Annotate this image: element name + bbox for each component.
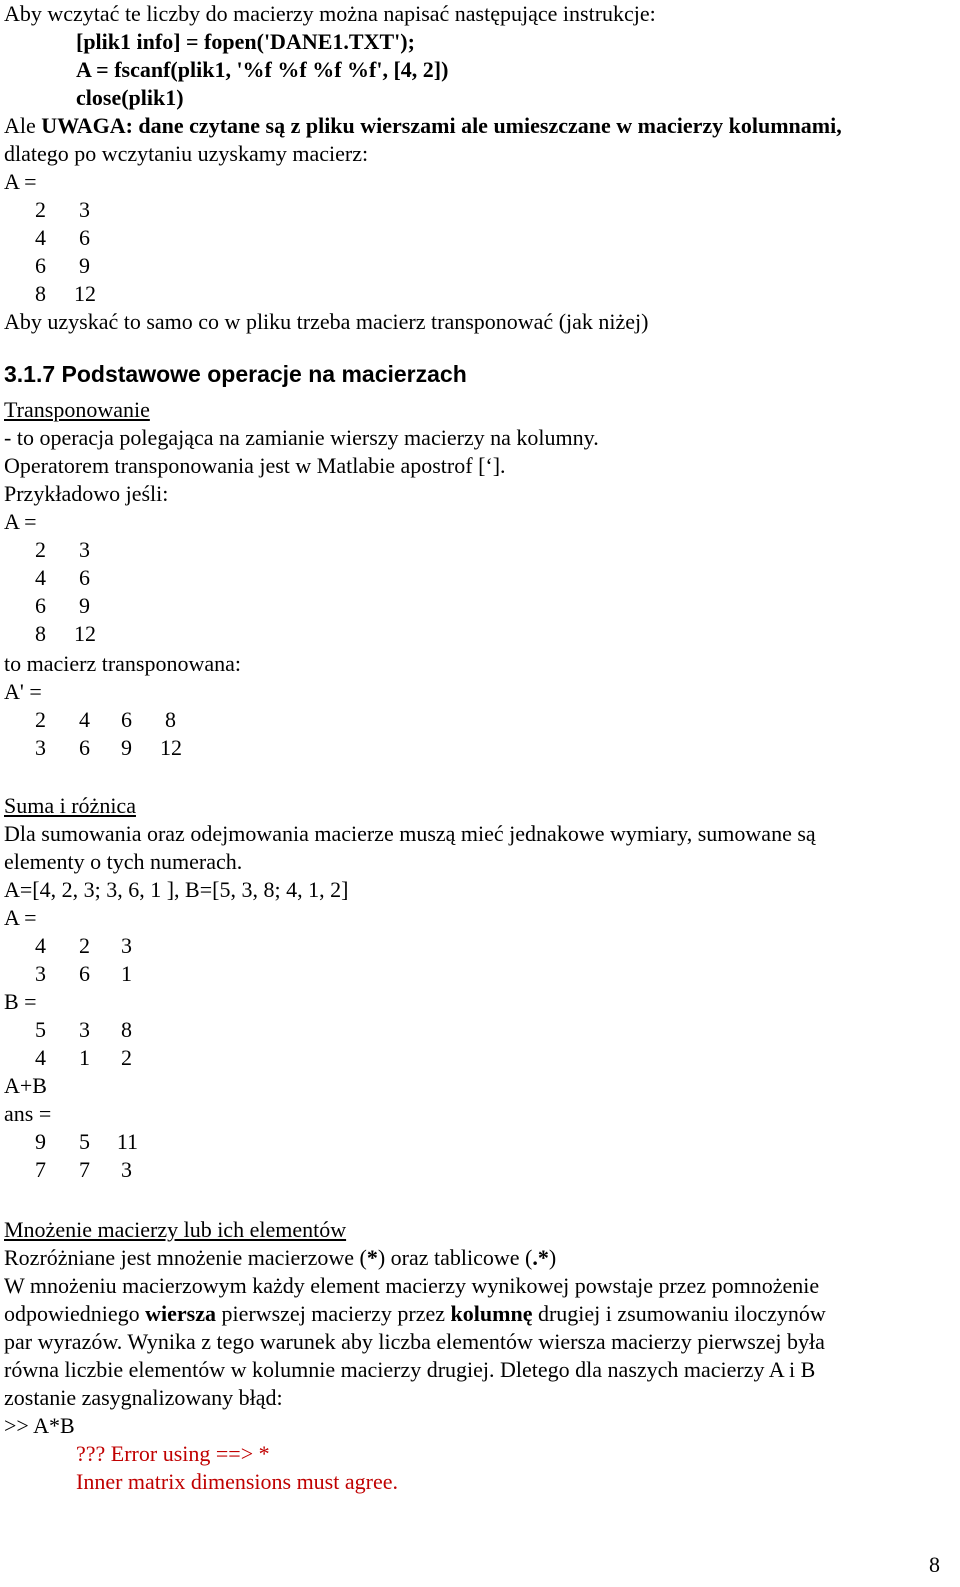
matrix-cell: 2: [121, 1045, 132, 1070]
warning-bold: UWAGA: dane czytane są z pliku wierszami ale umieszczane w macierzy kolumnami,: [41, 113, 842, 138]
text-run-bold: *: [366, 1245, 378, 1270]
matrix-cell: 3: [35, 735, 46, 760]
code-fclose: close(plik1): [76, 85, 184, 110]
sum-desc-2: elementy o tych numerach.: [4, 849, 243, 874]
matrix-cell: 6: [35, 593, 46, 618]
page-number: 8: [929, 1552, 940, 1577]
matrix-cell: 5: [79, 1129, 90, 1154]
text-run: ): [548, 1245, 557, 1270]
multiply-desc-3: par wyrazów. Wynika z tego warunek aby liczba elementów wiersza macierzy pierwszej była: [4, 1329, 825, 1354]
warning-note: [4, 112, 842, 140]
text-run: drugiej i zsumowaniu iloczynów: [532, 1301, 826, 1326]
matrix-cell: 3: [79, 537, 90, 562]
subheading-sum: Suma i różnica: [4, 793, 136, 818]
matrix-cell: 3: [121, 933, 132, 958]
matrix-cell: 7: [79, 1157, 90, 1182]
intro-text: Aby wczytać te liczby do macierzy można napisać następujące instrukcje:: [4, 1, 656, 26]
matrix-label: A' =: [4, 679, 42, 704]
matrix-cell: 4: [35, 933, 46, 958]
transpose-hint: Aby uzyskać to samo co w pliku trzeba macierz transponować (jak niżej): [4, 309, 649, 334]
command-prompt: >> A*B: [4, 1413, 75, 1438]
text-run-bold: wiersza: [145, 1301, 217, 1326]
matrix-cell: 9: [35, 1129, 46, 1154]
matrix-cell: 6: [79, 735, 90, 760]
matrix-cell: 8: [35, 281, 46, 306]
error-line-1: ??? Error using ==> *: [76, 1441, 270, 1466]
matrix-label: A =: [4, 905, 37, 930]
text-run-bold: kolumnę: [450, 1301, 533, 1326]
result-intro: dlatego po wczytaniu uzyskamy macierz:: [4, 141, 369, 166]
matrix-cell: 1: [121, 961, 132, 986]
multiply-desc-4: równa liczbie elementów w kolumnie macierzy drugiej. Dletego dla naszych macierzy A i B: [4, 1357, 816, 1382]
multiply-desc-1: W mnożeniu macierzowym każdy element macierzy wynikowej powstaje przez pomnożenie: [4, 1273, 820, 1298]
matrix-cell: 6: [121, 707, 132, 732]
matrix-cell: 4: [35, 1045, 46, 1070]
transpose-desc: - to operacja polegająca na zamianie wierszy macierzy na kolumny.: [4, 425, 599, 450]
multiply-types: [4, 1244, 556, 1272]
text-run: odpowiedniego: [4, 1301, 146, 1326]
matrix-cell: 9: [79, 593, 90, 618]
matrix-cell: 4: [35, 225, 46, 250]
matrix-cell: 12: [74, 281, 96, 306]
matrix-label: ans =: [4, 1101, 52, 1126]
sum-command: A+B: [4, 1073, 47, 1098]
matrix-cell: 11: [116, 1129, 138, 1154]
matrix-label: A =: [4, 169, 37, 194]
matrix-cell: 1: [79, 1045, 90, 1070]
code-fopen: [plik1 info] = fopen('DANE1.TXT');: [76, 29, 415, 54]
subheading-transpose: Transponowanie: [4, 397, 150, 422]
sum-definition: A=[4, 2, 3; 3, 6, 1 ], B=[5, 3, 8; 4, 1, 2]: [4, 877, 349, 902]
matrix-cell: 6: [79, 961, 90, 986]
warning-prefix: Ale: [4, 113, 42, 138]
transposed-intro: to macierz transponowana:: [4, 651, 242, 676]
matrix-cell: 2: [35, 197, 46, 222]
matrix-cell: 9: [121, 735, 132, 760]
matrix-label: B =: [4, 989, 37, 1014]
text-run: pierwszej macierzy przez: [216, 1301, 451, 1326]
matrix-cell: 9: [79, 253, 90, 278]
matrix-label: A =: [4, 509, 37, 534]
matrix-cell: 3: [79, 1017, 90, 1042]
matrix-cell: 4: [79, 707, 90, 732]
matrix-cell: 8: [121, 1017, 132, 1042]
matrix-cell: 12: [160, 735, 182, 760]
matrix-cell: 7: [35, 1157, 46, 1182]
matrix-cell: 6: [79, 225, 90, 250]
subheading-multiply: Mnożenie macierzy lub ich elementów: [4, 1217, 347, 1242]
text-run: Rozróżniane jest mnożenie macierzowe (: [4, 1245, 367, 1270]
matrix-cell: 8: [165, 707, 176, 732]
matrix-cell: 3: [79, 197, 90, 222]
code-fscanf: A = fscanf(plik1, '%f %f %f %f', [4, 2]): [76, 57, 449, 82]
error-line-2: Inner matrix dimensions must agree.: [76, 1469, 398, 1494]
matrix-cell: 4: [35, 565, 46, 590]
transpose-operator: Operatorem transponowania jest w Matlabie apostrof [‘].: [4, 453, 506, 478]
matrix-cell: 6: [79, 565, 90, 590]
multiply-desc-5: zostanie zasygnalizowany błąd:: [4, 1385, 283, 1410]
matrix-cell: 2: [35, 707, 46, 732]
multiply-desc-2: [4, 1300, 826, 1328]
matrix-cell: 6: [35, 253, 46, 278]
sum-desc-1: Dla sumowania oraz odejmowania macierze muszą mieć jednakowe wymiary, sumowane są: [4, 821, 816, 846]
matrix-cell: 2: [79, 933, 90, 958]
text-run-bold: .*: [532, 1245, 549, 1270]
matrix-cell: 8: [35, 621, 46, 646]
matrix-cell: 3: [35, 961, 46, 986]
matrix-cell: 2: [35, 537, 46, 562]
matrix-cell: 5: [35, 1017, 46, 1042]
matrix-cell: 3: [121, 1157, 132, 1182]
matrix-cell: 12: [74, 621, 96, 646]
example-intro: Przykładowo jeśli:: [4, 481, 169, 506]
section-heading: 3.1.7 Podstawowe operacje na macierzach: [4, 361, 467, 387]
text-run: ) oraz tablicowe (: [377, 1245, 533, 1270]
